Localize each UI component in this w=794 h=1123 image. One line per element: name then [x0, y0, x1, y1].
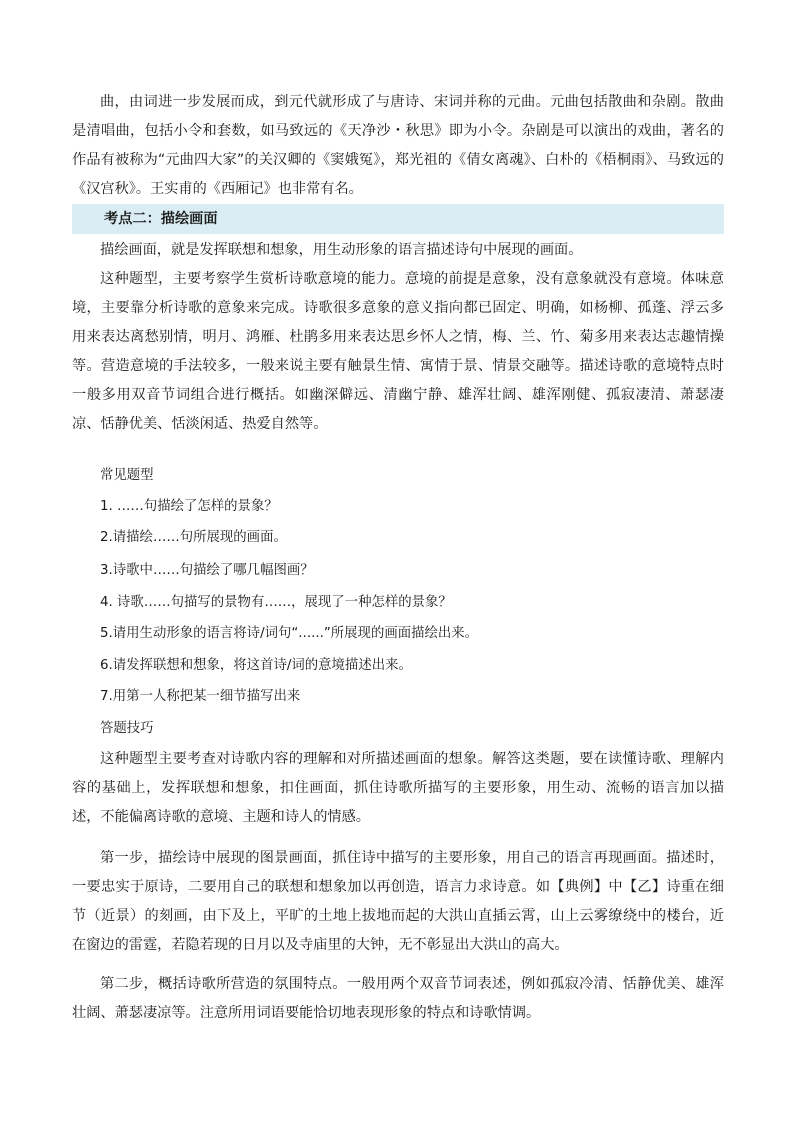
definition-paragraph: 描绘画面，就是发挥联想和想象，用生动形象的语言描述诗句中展现的画面。: [100, 242, 583, 258]
intro-paragraph: 曲，由词进一步发展而成，到元代就形成了与唐诗、宋词并称的元曲。元曲包括散曲和杂剧。散曲是清唱曲，包括小令和套数，如马致远的《天净沙・秋思》即为小令。杂剧是可以演出的戏曲，著名的作品有被称为“元曲四大家”的关汉卿的《窦娥冤》，郑光祖的《倩女离魂》、白朴的《梧桐雨》、马致远的《汉宫秋》。王实甫的《西厢记》也非常有名。: [72, 94, 724, 197]
analysis-paragraph: 这种题型，主要考察学生赏析诗歌意境的能力。意境的前提是意象，没有意象就没有意境。体味意境，主要靠分析诗歌的意象来完成。诗歌很多意象的意义指向都已固定、明确，如杨柳、孤蓬、浮云多用来表达离愁别情，明月、鸿雁、杜鹃多用来表达思乡怀人之情，梅、兰、竹、菊多用来表达志趣情操等。营造意境的手法较多，一般来说主要有触景生情、寓情于景、情景交融等。描述诗歌的意境特点时一般多用双音节词组合进行概括。如幽深僻远、清幽宁静、雄浑壮阔、雄浑刚健、孤寂凄清、萧瑟凄凉、恬静优美、恬淡闲适、热爱自然等。: [72, 271, 724, 432]
section-heading-band: [72, 204, 724, 234]
techniques-paragraph: 这种题型主要考查对诗歌内容的理解和对所描述画面的想象。解答这类题，要在读懂诗歌、理解内容的基础上，发挥联想和想象，扣住画面，抓住诗歌所描写的主要形象，用生动、流畅的语言加以描述，不能偏离诗歌的意境、主题和诗人的情感。: [72, 751, 724, 825]
common-types-label: 常见题型: [100, 468, 154, 483]
question-type-item: 1. ……句描绘了怎样的景象？: [100, 499, 278, 514]
step1-paragraph: 第一步，描绘诗中展现的图景画面，抓住诗中描写的主要形象，用自己的语言再现画面。描述时，一要忠实于原诗，二要用自己的联想和想象加以再创造，语言力求诗意。如【典例】中【乙】诗重在细节（近景）的刻画，由下及上，平旷的土地上拔地而起的大洪山直插云霄，山上云雾缭绕中的楼台，近在窗边的雷霆，若隐若现的日月以及寺庙里的大钟，无不彰显出大洪山的高大。: [72, 850, 724, 953]
question-type-item: 6.请发挥联想和想象，将这首诗/词的意境描述出来。: [100, 658, 412, 673]
question-type-item: 3.诗歌中……句描绘了哪几幅图画？: [100, 563, 314, 578]
question-type-item: 2.请描绘……句所展现的画面。: [100, 530, 287, 545]
question-type-item: 4. 诗歌……句描写的景物有……，展现了一种怎样的景象？: [100, 595, 452, 610]
question-type-item: 7.用第一人称把某一细节描写出来: [100, 689, 301, 704]
section-heading: 考点二：描绘画面: [104, 211, 218, 227]
question-type-item: 5.请用生动形象的语言将诗/词句“......”所展现的画面描绘出来。: [100, 626, 479, 641]
step2-paragraph: 第二步，概括诗歌所营造的氛围特点。一般用两个双音节词表述，例如孤寂冷清、恬静优美、雄浑壮阔、萧瑟凄凉等。注意所用词语要能恰切地表现形象的特点和诗歌情调。: [72, 976, 724, 1021]
techniques-label: 答题技巧: [100, 721, 154, 736]
